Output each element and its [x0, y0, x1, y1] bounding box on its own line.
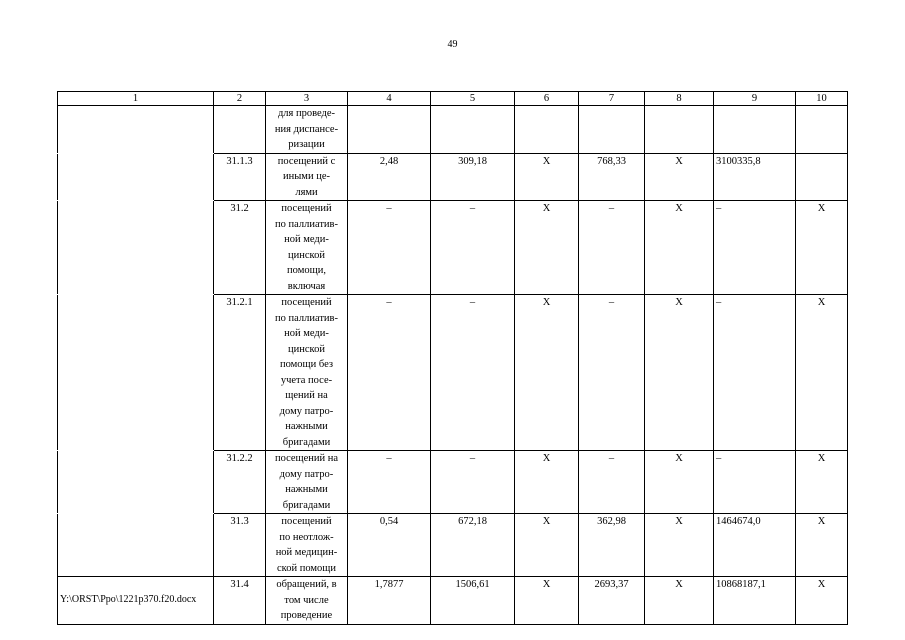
- data-table: [57, 91, 848, 625]
- table-row: [58, 106, 848, 154]
- table-cell-col2: 31.2: [214, 201, 266, 295]
- table-cell-col3: посещений на дому патро- нажными бригадами: [266, 451, 348, 514]
- table-cell-col4: –: [348, 451, 431, 514]
- table-cell-col9: –: [714, 451, 796, 514]
- table-row: [58, 201, 848, 295]
- table-body: [58, 106, 848, 625]
- table-row: [58, 514, 848, 577]
- table-cell-col1: [58, 295, 214, 451]
- table-cell-col1: [58, 201, 214, 295]
- table-cell-col10: Х: [796, 451, 848, 514]
- table-cell-col6: Х: [515, 153, 579, 201]
- table-cell-col10: Х: [796, 295, 848, 451]
- table-cell-col6: Х: [515, 577, 579, 625]
- table-cell-col7: [579, 106, 645, 154]
- table-cell-col7: –: [579, 451, 645, 514]
- table-cell-col6: Х: [515, 514, 579, 577]
- table-cell-col5: –: [431, 295, 515, 451]
- table-cell-col1: [58, 106, 214, 154]
- table-cell-col8: Х: [645, 201, 714, 295]
- table-row: [58, 153, 848, 201]
- column-header-9: 9: [714, 92, 796, 106]
- table-cell-col9: –: [714, 295, 796, 451]
- table-cell-col1: [58, 514, 214, 577]
- table-cell-col10: Х: [796, 201, 848, 295]
- table-cell-col3: посещений по паллиатив- ной меди- цинской помощи, включая: [266, 201, 348, 295]
- table-cell-col2: 31.4: [214, 577, 266, 625]
- column-header-1: 1: [58, 92, 214, 106]
- table-row: [58, 295, 848, 451]
- table-cell-col5: 309,18: [431, 153, 515, 201]
- table-cell-col6: Х: [515, 451, 579, 514]
- table-cell-col2: 31.2.1: [214, 295, 266, 451]
- table-cell-col2: 31.3: [214, 514, 266, 577]
- column-header-6: 6: [515, 92, 579, 106]
- table-cell-col5: –: [431, 201, 515, 295]
- table-cell-col9: 10868187,1: [714, 577, 796, 625]
- table-cell-col8: Х: [645, 295, 714, 451]
- table-cell-col6: Х: [515, 295, 579, 451]
- column-header-5: 5: [431, 92, 515, 106]
- table-cell-col9: 3100335,8: [714, 153, 796, 201]
- column-header-2: 2: [214, 92, 266, 106]
- table-cell-col4: –: [348, 201, 431, 295]
- table-cell-col2: 31.1.3: [214, 153, 266, 201]
- table-cell-col3: для проведе- ния диспансе- ризации: [266, 106, 348, 154]
- table-cell-col10: Х: [796, 577, 848, 625]
- table-cell-col1: [58, 451, 214, 514]
- table-cell-col8: Х: [645, 153, 714, 201]
- table-cell-col2: [214, 106, 266, 154]
- column-header-10: 10: [796, 92, 848, 106]
- table-cell-col7: 362,98: [579, 514, 645, 577]
- table-cell-col10: [796, 106, 848, 154]
- table-cell-col6: Х: [515, 201, 579, 295]
- table-cell-col4: [348, 106, 431, 154]
- table-cell-col9: –: [714, 201, 796, 295]
- table-cell-col3: посещений с иными це- лями: [266, 153, 348, 201]
- column-header-3: 3: [266, 92, 348, 106]
- table-cell-col9: 1464674,0: [714, 514, 796, 577]
- table-cell-col10: Х: [796, 514, 848, 577]
- table-cell-col8: Х: [645, 451, 714, 514]
- table-cell-col1: [58, 153, 214, 201]
- table-cell-col4: 1,7877: [348, 577, 431, 625]
- table-cell-col4: 0,54: [348, 514, 431, 577]
- table-cell-col7: –: [579, 295, 645, 451]
- table-cell-col5: –: [431, 451, 515, 514]
- column-header-8: 8: [645, 92, 714, 106]
- table-cell-col7: –: [579, 201, 645, 295]
- table-cell-col8: Х: [645, 577, 714, 625]
- column-header-4: 4: [348, 92, 431, 106]
- page-number: 49: [447, 39, 458, 50]
- table-row: [58, 451, 848, 514]
- table-cell-col6: [515, 106, 579, 154]
- table-cell-col8: [645, 106, 714, 154]
- table-cell-col7: 768,33: [579, 153, 645, 201]
- table-cell-col3: посещений по неотлож- ной медицин- ской помощи: [266, 514, 348, 577]
- header-row: [58, 92, 848, 106]
- file-path: Y:\ORST\Ppo\1221p370.f20.docx: [60, 594, 197, 605]
- table-cell-col7: 2693,37: [579, 577, 645, 625]
- table-cell-col5: 672,18: [431, 514, 515, 577]
- table-cell-col4: –: [348, 295, 431, 451]
- table-cell-col5: [431, 106, 515, 154]
- table-cell-col3: обращений, в том числе проведение: [266, 577, 348, 625]
- table-cell-col8: Х: [645, 514, 714, 577]
- table-cell-col9: [714, 106, 796, 154]
- table-cell-col3: посещений по паллиатив- ной меди- цинской помощи без учета посе- щений на дому патро- нажными бригадами: [266, 295, 348, 451]
- table-cell-col2: 31.2.2: [214, 451, 266, 514]
- table-cell-col5: 1506,61: [431, 577, 515, 625]
- table-cell-col4: 2,48: [348, 153, 431, 201]
- column-header-7: 7: [579, 92, 645, 106]
- table-cell-col10: [796, 153, 848, 201]
